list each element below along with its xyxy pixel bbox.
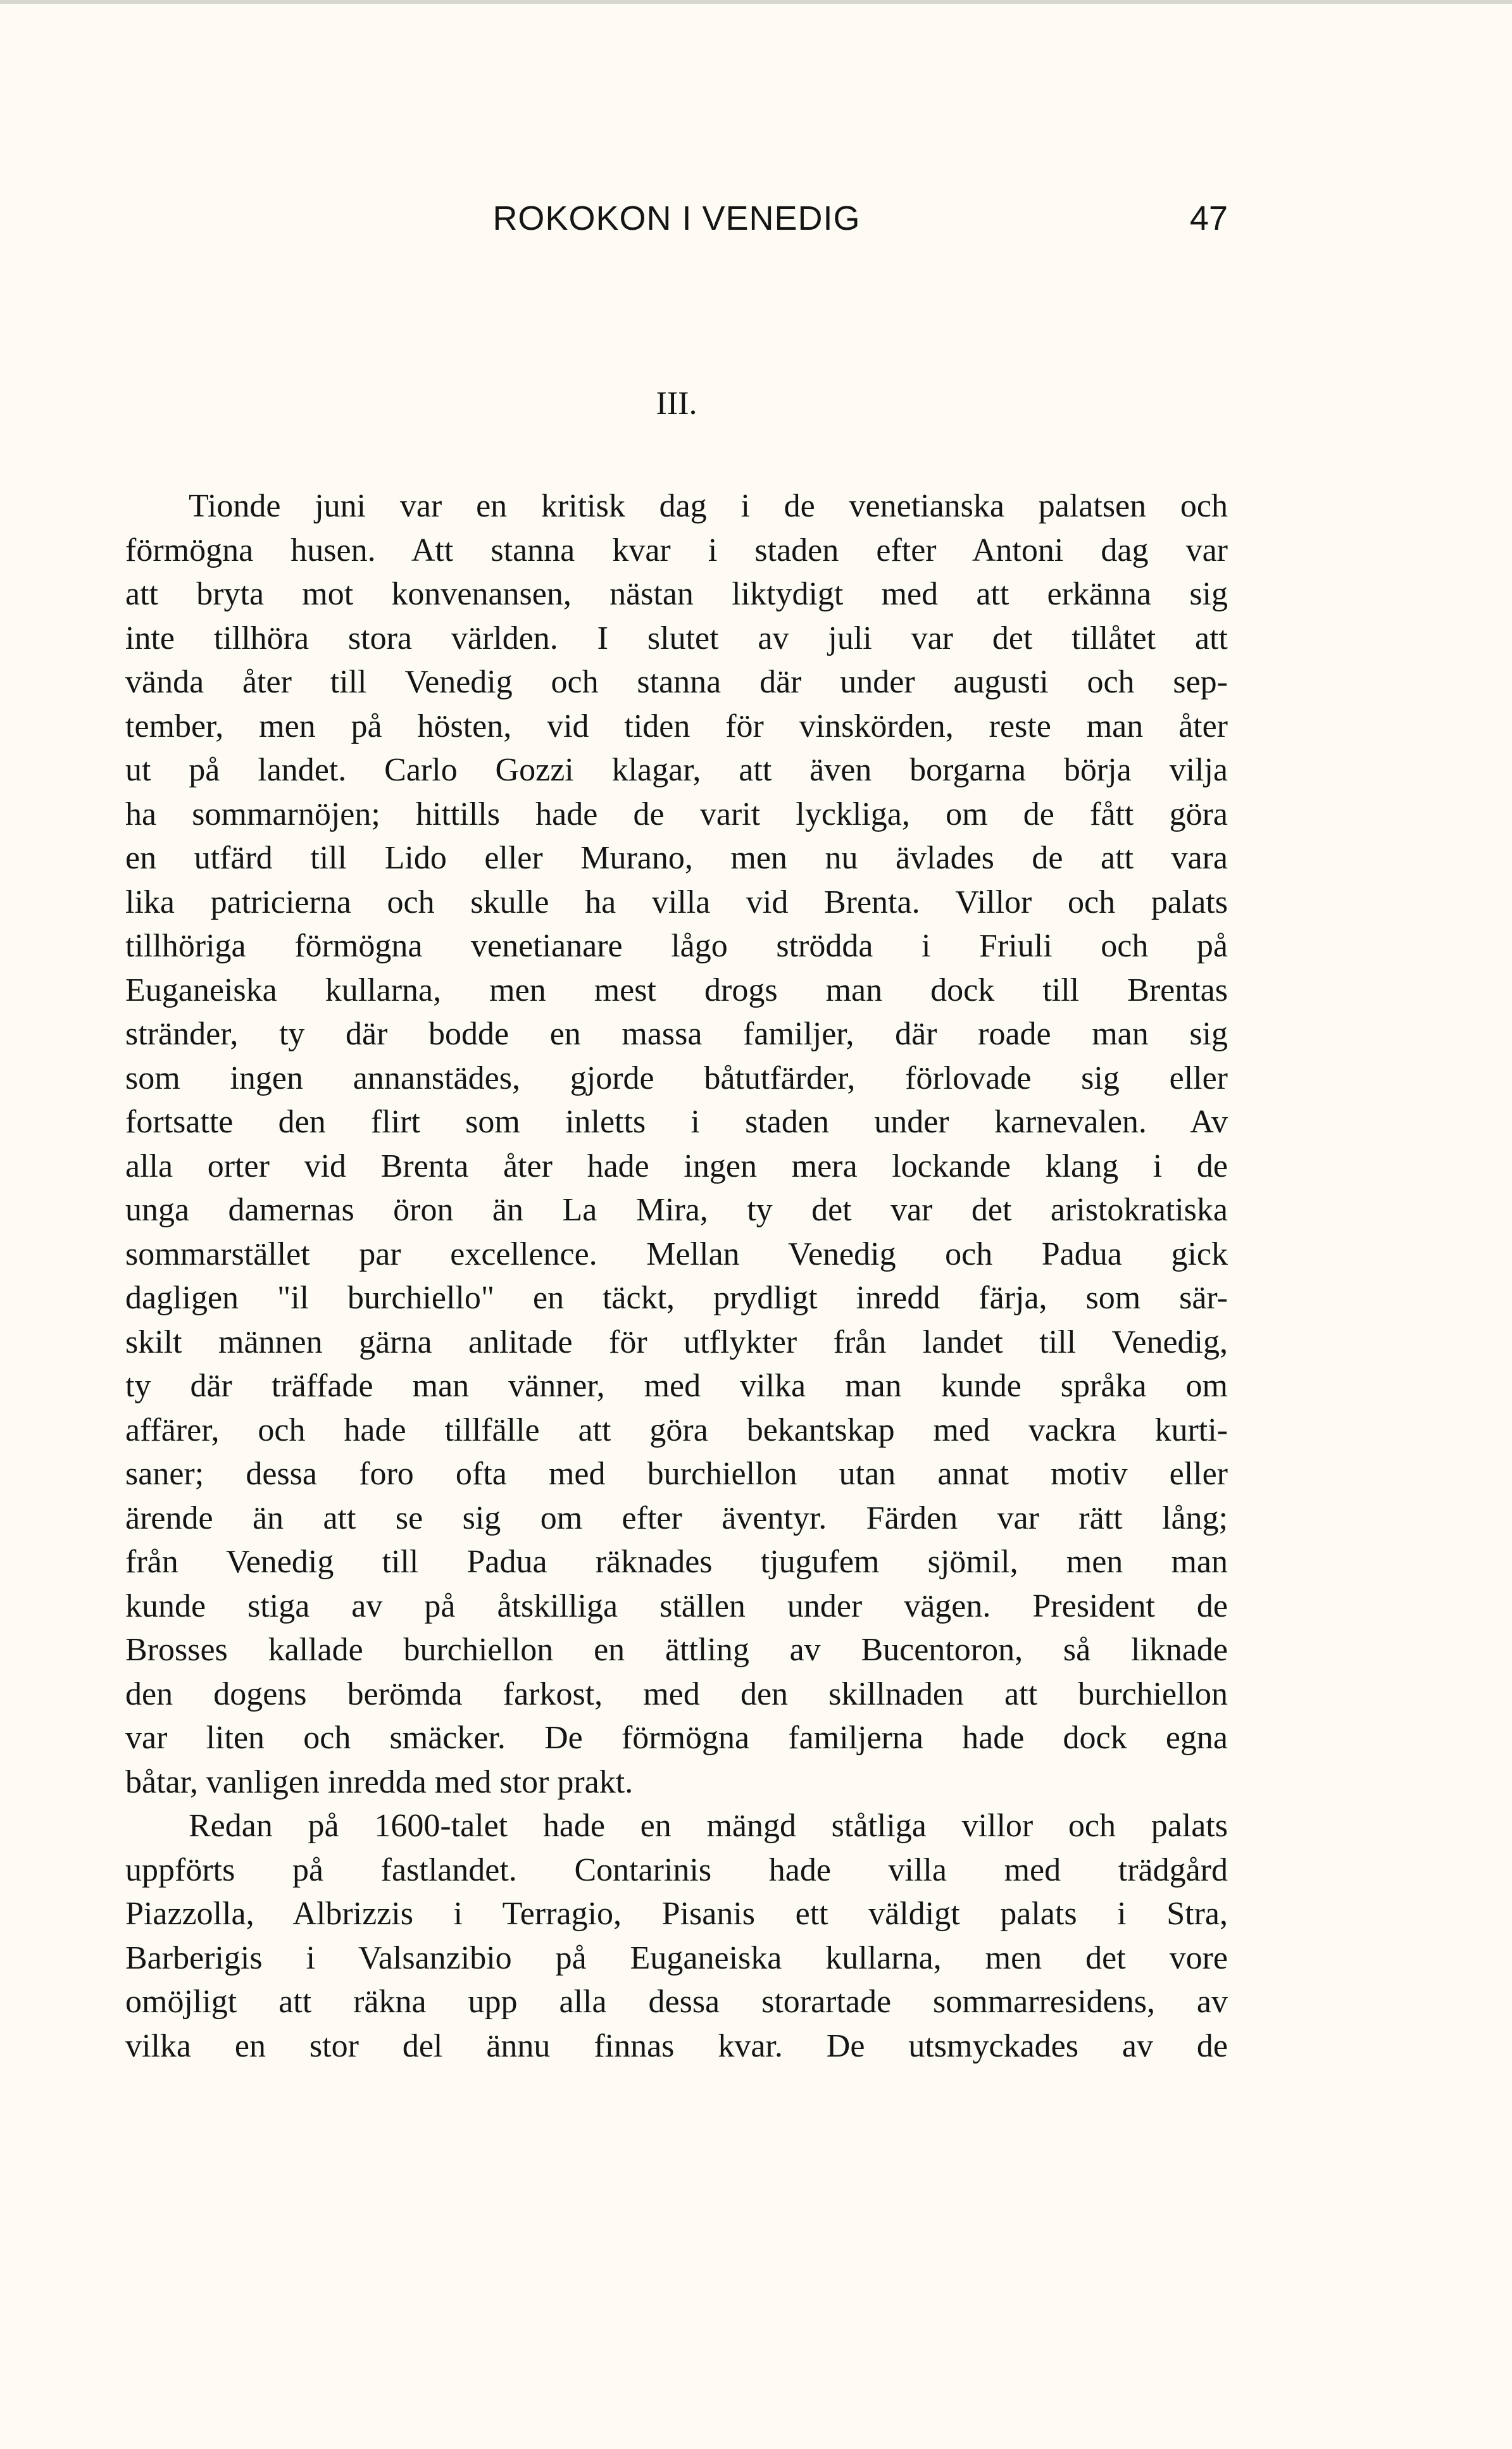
text-line: båtar, vanligen inredda med stor prakt. xyxy=(125,1763,634,1800)
text-line: ärende än att se sig om efter äventyr. Färden var rätt lång; xyxy=(125,1500,1228,1536)
text-line: saner; dessa foro ofta med burchiellon utan annat motiv eller xyxy=(125,1456,1228,1492)
text-line: Barberigis i Valsanzibio på Euganeiska kullarna, men det vore xyxy=(125,1939,1228,1976)
text-line: Brosses kallade burchiellon en ättling av Bucentoron, så liknade xyxy=(125,1632,1228,1668)
text-line: skilt männen gärna anlitade för utflykter från landet till Venedig, xyxy=(125,1324,1228,1360)
text-line: tember, men på hösten, vid tiden för vinskörden, reste man åter xyxy=(125,708,1228,744)
paragraph-2 xyxy=(125,1804,1228,2068)
section-heading: III. xyxy=(656,385,697,422)
text-line: Redan på 1600-talet hade en mängd ståtliga villor och palats xyxy=(189,1808,1228,1844)
text-line: kunde stiga av på åtskilliga ställen under vägen. President de xyxy=(125,1588,1228,1624)
text-line: vilka en stor del ännu finnas kvar. De utsmyckades av de xyxy=(125,2027,1228,2064)
paragraph-1 xyxy=(125,484,1228,1804)
text-line: tillhöriga förmögna venetianare lågo strödda i Friuli och på xyxy=(125,928,1228,964)
text-line: lika patricierna och skulle ha villa vid Brenta. Villor och palats xyxy=(125,884,1228,920)
running-head xyxy=(125,193,1228,244)
text-line: stränder, ty där bodde en massa familjer, där roade man sig xyxy=(125,1016,1228,1052)
text-line: dagligen "il burchiello" en täckt, prydligt inredd färja, som sär- xyxy=(125,1280,1228,1316)
top-scan-edge xyxy=(0,0,1512,4)
text-line: affärer, och hade tillfälle att göra bekantskap med vackra kurti- xyxy=(125,1412,1228,1448)
text-line: inte tillhöra stora världen. I slutet av juli var det tillåtet att xyxy=(125,620,1228,656)
body-text xyxy=(125,484,1228,2068)
text-line: en utfärd till Lido eller Murano, men nu ävlades de att vara xyxy=(125,840,1228,876)
text-line: ha sommarnöjen; hittills hade de varit lyckliga, om de fått göra xyxy=(125,796,1228,832)
text-line: den dogens berömda farkost, med den skillnaden att burchiellon xyxy=(125,1675,1228,1712)
text-line: förmögna husen. Att stanna kvar i staden efter Antoni dag var xyxy=(125,532,1228,568)
text-line: fortsatte den flirt som inletts i staden under karnevalen. Av xyxy=(125,1104,1228,1140)
text-line: Piazzolla, Albrizzis i Terragio, Pisanis ett väldigt palats i Stra, xyxy=(125,1896,1228,1932)
text-line: Tionde juni var en kritisk dag i de venetianska palatsen och xyxy=(189,488,1228,524)
text-line: som ingen annanstädes, gjorde båtutfärder, förlovade sig eller xyxy=(125,1060,1228,1096)
text-line: ty där träffade man vänner, med vilka man kunde språka om xyxy=(125,1368,1228,1404)
text-line: omöjligt att räkna upp alla dessa storartade sommarresidens, av xyxy=(125,1984,1228,2020)
running-title: ROKOKON I VENEDIG xyxy=(492,199,861,237)
text-line: Euganeiska kullarna, men mest drogs man dock till Brentas xyxy=(125,972,1228,1008)
text-line: sommarstället par excellence. Mellan Venedig och Padua gick xyxy=(125,1236,1228,1272)
text-line: från Venedig till Padua räknades tjugufem sjömil, men man xyxy=(125,1544,1228,1580)
text-line: uppförts på fastlandet. Contarinis hade villa med trädgård xyxy=(125,1851,1228,1888)
text-line: vända åter till Venedig och stanna där under augusti och sep- xyxy=(125,664,1228,700)
text-line: att bryta mot konvenansen, nästan liktydigt med att erkänna sig xyxy=(125,576,1228,612)
text-line: var liten och smäcker. De förmögna familjerna hade dock egna xyxy=(125,1720,1228,1756)
text-line: ut på landet. Carlo Gozzi klagar, att även borgarna börja vilja xyxy=(125,752,1228,788)
text-line: alla orter vid Brenta åter hade ingen mera lockande klang i de xyxy=(125,1148,1228,1184)
text-line: unga damernas öron än La Mira, ty det var det aristokratiska xyxy=(125,1192,1228,1228)
page-number: 47 xyxy=(1189,199,1228,237)
